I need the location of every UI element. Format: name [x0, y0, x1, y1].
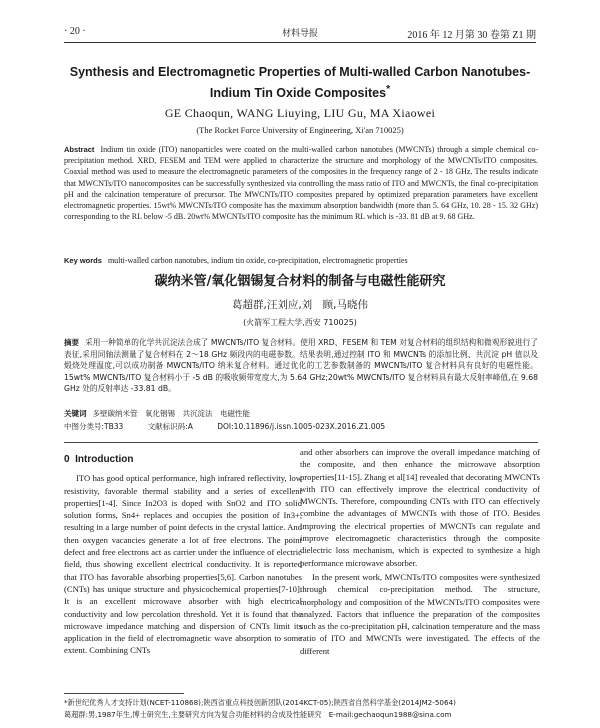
- clc-number: 中图分类号:TB33: [64, 422, 124, 431]
- keywords-en: [64, 255, 538, 266]
- keywords-label-cn: 关键词: [64, 409, 87, 418]
- section-heading: [64, 454, 302, 466]
- keywords-text-en: multi-walled carbon nanotubes, indium tin oxide, co-precipitation, electromagnetic properties: [107, 256, 408, 265]
- abstract-en: [64, 144, 538, 222]
- section-divider: [64, 442, 538, 443]
- footnote-funding: *新世纪优秀人才支持计划(NCET-110868);陕西省重点科技创新团队(2014KCT-05);陕西省自然科学基金(2014JM2-5064): [64, 698, 456, 707]
- body-column-left: [64, 446, 302, 659]
- title-footnote-marker: *: [386, 84, 391, 95]
- footnote-author: 葛超群:男,1987年生,博士研究生,主要研究方向为复合功能材料的合成及性能研究 E-mail:gechaoqun1988@sina.com: [64, 710, 452, 719]
- affiliation-en: (The Rocket Force University of Engineering, Xi'an 710025): [196, 125, 404, 135]
- issue-info: 2016 年 12 月第 30 卷第 Z1 期: [407, 30, 536, 41]
- section-number: 0: [64, 454, 70, 465]
- paper-title-cn: 碳纳米管/氧化铟锡复合材料的制备与电磁性能研究: [154, 274, 446, 289]
- journal-name: 材料导报: [281, 29, 318, 39]
- abstract-label-cn: 摘要: [64, 338, 80, 347]
- keywords-cn: [64, 408, 538, 419]
- header-rule: [64, 42, 536, 43]
- paper-title-en: [60, 64, 540, 102]
- paragraph: In the present work, MWCNTs/ITO composites were synthesized through chemical co-precipitation method. The structure, morphology and composition of the MWCNTs/ITO composites were analyzed. Factors that influence the preparation of the composites such as the co-precipitation pH, calcination temperature and the mass ratio of ITO and MWCNTs were investigated. The effects of the different: [300, 571, 540, 656]
- footnote-rule: [64, 693, 184, 694]
- affiliation-cn: (火箭军工程大学,西安 710025): [243, 318, 357, 327]
- authors-cn: 葛超群,汪刘应,刘 顾,马晓伟: [231, 299, 368, 311]
- title-text-en: Synthesis and Electromagnetic Properties of Multi-walled Carbon Nanotubes-Indium Tin Oxide Composites: [69, 65, 531, 101]
- keywords-label-en: Key words: [64, 256, 102, 265]
- abstract-text-en: Indium tin oxide (ITO) nanoparticles were coated on the multi-walled carbon nanotubes (MWCNTs) through a simple chemical co-precipitation method. XRD, FESEM and TEM were applied to characterize the structure and morphology of the MWCNTs/ITO composites. Coaxial method was used to measure the electromagnetic parameters of the composites in the frequency range of 2 - 18 GHz. The results indicate that MWCNTs/ITO nanocomposites can be successfully synthesized via controlling the mass ratio of ITO and MWCNTs, the final co-precipitation pH and the calcination temperature of precursor. The MWCNTs/ITO composites prepared by optimized preparation parameters have excellent electromagnetic properties. 15wt% MWCNTs/ITO composite has the maximum absorption bandwidth (more than 5. 64 GHz, 10. 28 - 15. 32 GHz) corresponding to the RL below -5 dB. 20wt% MWCNTs/ITO composite has the minimum RL which is -33. 81 dB at 9. 68 GHz.: [64, 145, 538, 222]
- page-number: · 20 ·: [64, 26, 86, 37]
- running-header: [64, 26, 536, 42]
- body-column-right: [300, 446, 540, 659]
- abstract-cn: [64, 337, 538, 395]
- paragraph: and other absorbers can improve the overall impedance matching of the composite, and then enhance the microwave absorption properties[11-15]. Zhang et al[14] revealed that decorating MWCNTs with ITO can effectively improve the electrical conductivity of MWCNTs. Therefore, compounding CNTs with ITO can effectively combine the advantages of MWCNTs with those of ITO. Besides improving the electrical properties of MWCNTs can regulate and improve electromagnetic characteristics through the composite dielectric loss mechanism, which is expected to synthesize a high performance microwave absorber.: [300, 447, 540, 568]
- doi: DOI:10.11896/j.issn.1005-023X.2016.Z1.005: [217, 422, 386, 431]
- document-code: 文献标识码:A: [147, 422, 193, 431]
- authors-en: GE Chaoqun, WANG Liuying, LIU Gu, MA Xiaowei: [164, 106, 436, 120]
- paragraph: ITO has good optical performance, high infrared reflectivity, low resistivity, favorable thermal stability and a series of excellent properties[1-4]. Since In2O3 is doped with SnO2 and ITO solid solution forms, Sn4+ replaces and occupies the position of In3+, resulting in a large number of point defects in the crystal lattice. And then oxygen vacancies generate a lot of free electrons. The point defect and free electrons act as carrier under the influence of electric field, thus showing excellent electrical conductivity. It is reported that ITO has favorable absorbing properties[5,6]. Carbon nanotubes (CNTs) has unique structure and physicochemical properties[7-10]. It is an excellent microwave absorber with high electrical conductivity and low percolation threshold. Yet it is found that the microwave impedance matching and dispersion of CNTs limit its application in the field of electromagnetic wave absorption to some extent. Combining CNTs: [64, 473, 302, 656]
- section-title: Introduction: [75, 454, 134, 465]
- abstract-text-cn: 采用一种简单的化学共沉淀法合成了 MWCNTs/ITO 复合材料。使用 XRD、FESEM 和 TEM 对复合材料的组织结构和微观形貌进行了表征,采用同轴法测量了复合材料在 2～18 GHz 频段内的电磁参数。结果表明,通过控制 ITO 和 MWCNTs 的添加比例、共沉淀 pH 值以及煅烧处理温度,可以成功制备 MWCNTs/ITO 纳米复合材料。通过优化的工艺参数制备的 MWCNTs/ITO 复合材料具有良好的电磁性能。15wt% MWCNTs/ITO 复合材料小于 -5 dB 的吸收频带宽度大,为 5.64 GHz;20wt% MWCNTs/ITO 复合材料具有最大反射率峰值,在 9.68 GHz 处的反射率达 -33.81 dB。: [64, 338, 538, 394]
- keywords-text-cn: 多壁碳纳米管 氧化铟锡 共沉淀法 电磁性能: [92, 409, 250, 418]
- classification-line: [64, 421, 538, 432]
- abstract-label-en: Abstract: [64, 145, 95, 154]
